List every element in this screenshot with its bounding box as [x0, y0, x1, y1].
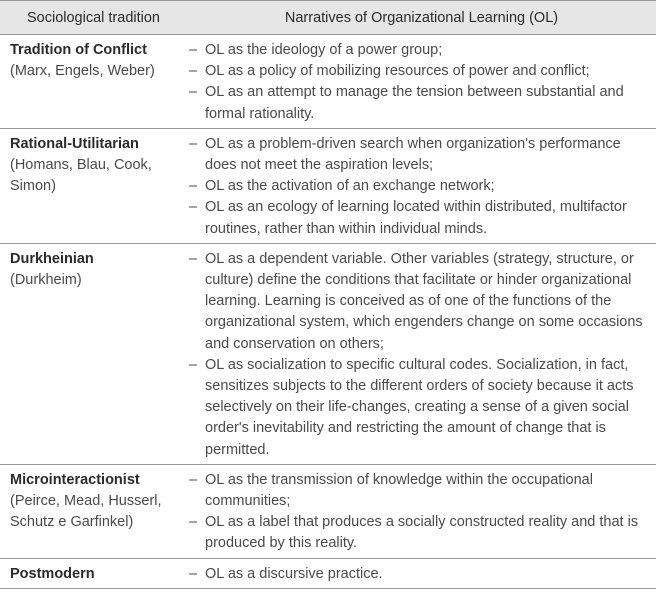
narratives-cell — [187, 128, 656, 243]
narratives-cell — [187, 243, 656, 464]
narrative-text: OL as an ecology of learning located within distributed, multifactor routines, rather than within individual minds. — [205, 199, 627, 237]
table-row — [0, 558, 656, 588]
list-item — [187, 564, 652, 585]
list-item — [187, 61, 652, 82]
table-row — [0, 128, 656, 243]
dash-bullet: – — [189, 471, 198, 488]
narratives-cell — [187, 558, 656, 588]
list-item — [187, 249, 652, 355]
narratives-list — [187, 249, 652, 461]
narrative-text: OL as a problem-driven search when organization's performance does not meet the aspiration levels; — [205, 135, 621, 174]
narratives-list — [187, 564, 652, 585]
tradition-name: Tradition of Conflict — [10, 42, 147, 58]
tradition-name: Durkheinian — [10, 250, 94, 267]
narrative-text: OL as a policy of mobilizing resources of power and conflict; — [205, 63, 590, 80]
tradition-name: Rational-Utilitarian — [10, 135, 139, 152]
dash-bullet: – — [189, 84, 198, 101]
list-item — [187, 82, 652, 124]
dash-bullet: – — [189, 250, 198, 267]
dash-bullet: – — [189, 42, 198, 58]
dash-bullet: – — [189, 135, 198, 152]
tradition-cell — [0, 558, 187, 588]
tradition-cell — [0, 35, 187, 129]
narratives-list — [187, 134, 652, 240]
dash-bullet: – — [189, 199, 198, 216]
list-item — [187, 512, 652, 554]
narrative-text: OL as the transmission of knowledge within the occupational communities; — [205, 471, 593, 510]
list-item — [187, 197, 652, 239]
narrative-text: OL as a dependent variable. Other variables (strategy, structure, or culture) define the conditions that facilitate or hinder organizational learning. Learning is conceived as of one of the functions of the organizational system, which engenders change on some occasions and conservation on others; — [205, 250, 643, 352]
table-row — [0, 464, 656, 558]
header-row — [0, 1, 656, 35]
dash-bullet: – — [189, 356, 198, 373]
tradition-name: Postmodern — [10, 565, 95, 582]
narratives-list — [187, 40, 652, 125]
tradition-cell — [0, 464, 187, 558]
list-item — [187, 134, 652, 176]
header-narratives: Narratives of Organizational Learning (OL) — [187, 1, 656, 35]
tradition-cell — [0, 128, 187, 243]
tradition-name: Microinteractionist — [10, 471, 140, 488]
tradition-authors: (Marx, Engels, Weber) — [10, 63, 155, 80]
tradition-authors: (Durkheim) — [10, 272, 82, 289]
list-item — [187, 176, 652, 197]
tradition-authors: (Peirce, Mead, Husserl, Schutz e Garfinkel) — [10, 493, 162, 531]
tradition-authors: (Homans, Blau, Cook, Simon) — [10, 157, 152, 195]
list-item — [187, 470, 652, 512]
narrative-text: OL as the activation of an exchange network; — [205, 178, 495, 195]
list-item — [187, 40, 652, 61]
table-row — [0, 35, 656, 129]
list-item — [187, 355, 652, 461]
narrative-text: OL as socialization to specific cultural codes. Socialization, in fact, sensitizes subjects to the different orders of society because it acts selectively on their life-changes, creating a sense of a given social order's inevitability and restricting the amount of change that is permitted. — [205, 356, 634, 458]
narratives-cell — [187, 35, 656, 129]
narrative-text: OL as a discursive practice. — [205, 565, 383, 582]
narratives-cell — [187, 464, 656, 558]
narrative-text: OL as an attempt to manage the tension between substantial and formal rationality. — [205, 84, 624, 122]
dash-bullet: – — [189, 178, 198, 195]
narrative-text: OL as a label that produces a socially constructed reality and that is produced by this reality. — [205, 514, 639, 552]
tradition-cell — [0, 243, 187, 464]
narratives-list — [187, 470, 652, 555]
dash-bullet: – — [189, 63, 198, 80]
dash-bullet: – — [189, 565, 198, 582]
dash-bullet: – — [189, 514, 198, 531]
header-sociological-tradition: Sociological tradition — [0, 1, 187, 35]
narrative-text: OL as the ideology of a power group; — [205, 42, 443, 58]
table-row — [0, 243, 656, 464]
